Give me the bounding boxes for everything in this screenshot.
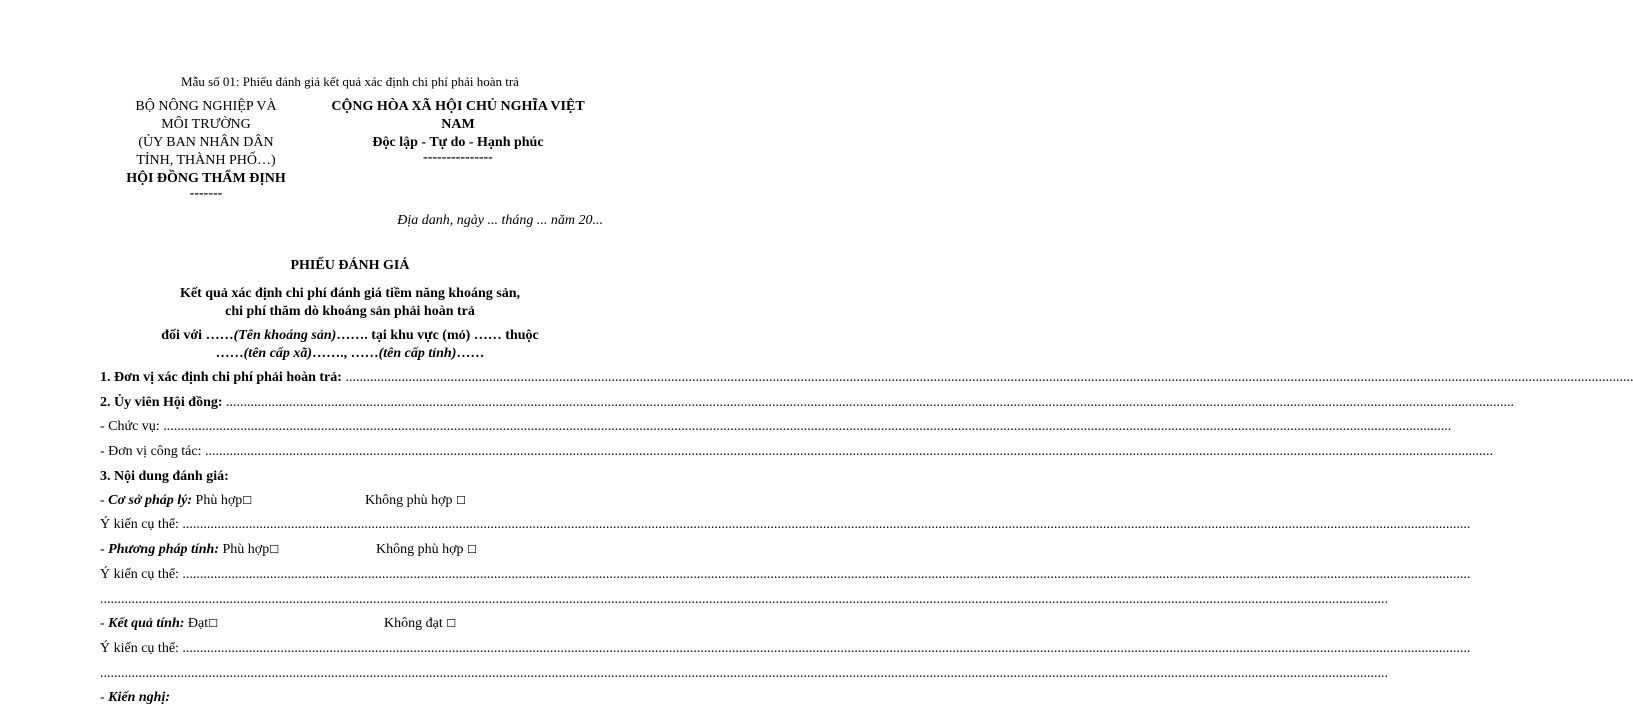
item-1-blank[interactable]: ................................................................................................................................................................................................................................................................................................................................................................................ <box>345 370 1633 385</box>
form-caption-text: Mẫu số 01: Phiếu đánh giá kết quả xác định chi phí phải hoàn trả <box>181 74 519 89</box>
form-subtitle-2: chi phí thăm dò khoáng sản phải hoàn trả <box>225 304 475 319</box>
form-subtitle-1: Kết quả xác định chi phí đánh giá tiềm năng khoáng sản, <box>180 286 520 301</box>
result-row <box>100 616 218 632</box>
province-placeholder: (tên cấp tỉnh) <box>378 346 457 361</box>
workplace-label: - Đơn vị công tác: <box>100 444 205 459</box>
result-label: Kết quả tính: <box>108 616 185 631</box>
method-dash: - <box>100 542 109 557</box>
workplace-row <box>100 444 1493 460</box>
legal-basis-opinion-row <box>100 517 1471 533</box>
item-3-heading: 3. Nội dung đánh giá: <box>100 469 229 484</box>
result-opinion-blank-2[interactable]: ................................................................................................................................................................................................................................................................................................................................................................................ <box>100 666 1388 681</box>
method-row <box>100 542 279 558</box>
result-ok-label: Đạt <box>184 616 209 631</box>
form-caption <box>0 74 700 90</box>
legal-basis-not-ok <box>365 493 466 509</box>
result-opinion-label: Ý kiến cụ thể: <box>100 641 183 656</box>
legal-basis-opinion-label: Ý kiến cụ thể: <box>100 517 183 532</box>
subtitle-3-part-c: ……. tại khu vực (mỏ) …… thuộc <box>336 328 539 343</box>
mineral-name-placeholder: (Tên khoáng sản) <box>233 328 337 343</box>
result-opinion-blank[interactable]: ................................................................................................................................................................................................................................................................................................................................................................................ <box>182 641 1471 656</box>
national-motto: Độc lập - Tự do - Hạnh phúc <box>372 135 544 150</box>
legal-basis-dash: - <box>100 493 109 508</box>
left-header <box>95 98 317 200</box>
result-ok-checkbox[interactable]: ☐ <box>208 617 219 630</box>
result-not-ok-checkbox[interactable]: ☐ <box>446 617 457 630</box>
recommend-row <box>100 690 170 706</box>
workplace-blank[interactable]: ................................................................................................................................................................................................................................................................................................................................................................................ <box>205 444 1493 459</box>
legal-basis-ok-checkbox[interactable]: ☐ <box>242 494 253 507</box>
agency-line-4: TỈNH, THÀNH PHỐ…) <box>136 153 276 168</box>
subtitle-4-part-c: ……., …… <box>312 346 379 361</box>
item-2-label: 2. Ủy viên Hội đồng: <box>100 395 227 410</box>
method-opinion-blank[interactable]: ................................................................................................................................................................................................................................................................................................................................................................................ <box>182 567 1471 582</box>
method-not-ok-checkbox[interactable]: ☐ <box>467 543 477 556</box>
method-label: Phương pháp tính: <box>108 542 219 557</box>
result-not-ok <box>384 616 456 632</box>
legal-basis-row <box>100 493 252 509</box>
agency-line-3: (ỦY BAN NHÂN DÂN <box>138 135 274 150</box>
legal-basis-not-ok-checkbox[interactable]: ☐ <box>456 494 466 507</box>
subtitle-3-part-a: đối với …… <box>161 328 234 343</box>
form-title: PHIẾU ĐÁNH GIÁ <box>290 258 410 273</box>
agency-line-2: MÔI TRƯỜNG <box>161 117 251 132</box>
position-row <box>100 419 1452 435</box>
method-opinion-blank-2[interactable]: ................................................................................................................................................................................................................................................................................................................................................................................ <box>100 592 1388 607</box>
result-opinion-continuation <box>100 666 1388 682</box>
result-dash: - <box>100 616 109 631</box>
method-opinion-row <box>100 567 1471 583</box>
item-1-label: 1. Đơn vị xác định chi phí phải hoàn trả: <box>100 370 346 385</box>
method-opinion-label: Ý kiến cụ thể: <box>100 567 183 582</box>
item-2-blank[interactable]: ................................................................................................................................................................................................................................................................................................................................................................................ <box>226 395 1515 410</box>
left-header-rule: ------- <box>189 186 223 201</box>
method-not-ok <box>376 542 477 558</box>
form-subtitle-3 <box>0 328 700 344</box>
item-2-row <box>100 395 1515 411</box>
position-label: - Chức vụ: <box>100 419 164 434</box>
place-date: Địa danh, ngày ... tháng ... năm 20... <box>397 213 603 228</box>
national-title-line-1: CỘNG HÒA XÃ HỘI CHỦ NGHĨA VIỆT <box>331 99 585 114</box>
agency-line-1: BỘ NÔNG NGHIỆP VÀ <box>135 99 277 114</box>
legal-basis-not-ok-label: Không phù hợp <box>365 493 453 508</box>
result-not-ok-label: Không đạt <box>384 616 443 631</box>
legal-basis-opinion-blank[interactable]: ................................................................................................................................................................................................................................................................................................................................................................................ <box>182 517 1471 532</box>
form-subtitle-4 <box>0 346 700 362</box>
legal-basis-ok-label: Phù hợp <box>192 493 243 508</box>
result-opinion-row <box>100 641 1471 657</box>
method-opinion-continuation <box>100 592 1388 608</box>
recommend-dash: - <box>100 690 109 705</box>
national-title-line-2: NAM <box>441 117 475 132</box>
item-1-row <box>100 370 1633 386</box>
council-name: HỘI ĐỒNG THẨM ĐỊNH <box>126 171 286 186</box>
subtitle-4-part-e: …… <box>456 346 485 361</box>
method-not-ok-label: Không phù hợp <box>376 542 464 557</box>
method-ok-label: Phù hợp <box>219 542 270 557</box>
position-blank[interactable]: ................................................................................................................................................................................................................................................................................................................................................................................ <box>163 419 1452 434</box>
legal-basis-label: Cơ sở pháp lý: <box>108 493 193 508</box>
right-header-rule: --------------- <box>423 150 493 165</box>
method-ok-checkbox[interactable]: ☐ <box>269 543 280 556</box>
commune-placeholder: (tên cấp xã) <box>243 346 313 361</box>
recommend-label: Kiến nghị: <box>108 690 171 705</box>
right-header <box>298 98 618 164</box>
subtitle-4-part-a: …… <box>215 346 244 361</box>
